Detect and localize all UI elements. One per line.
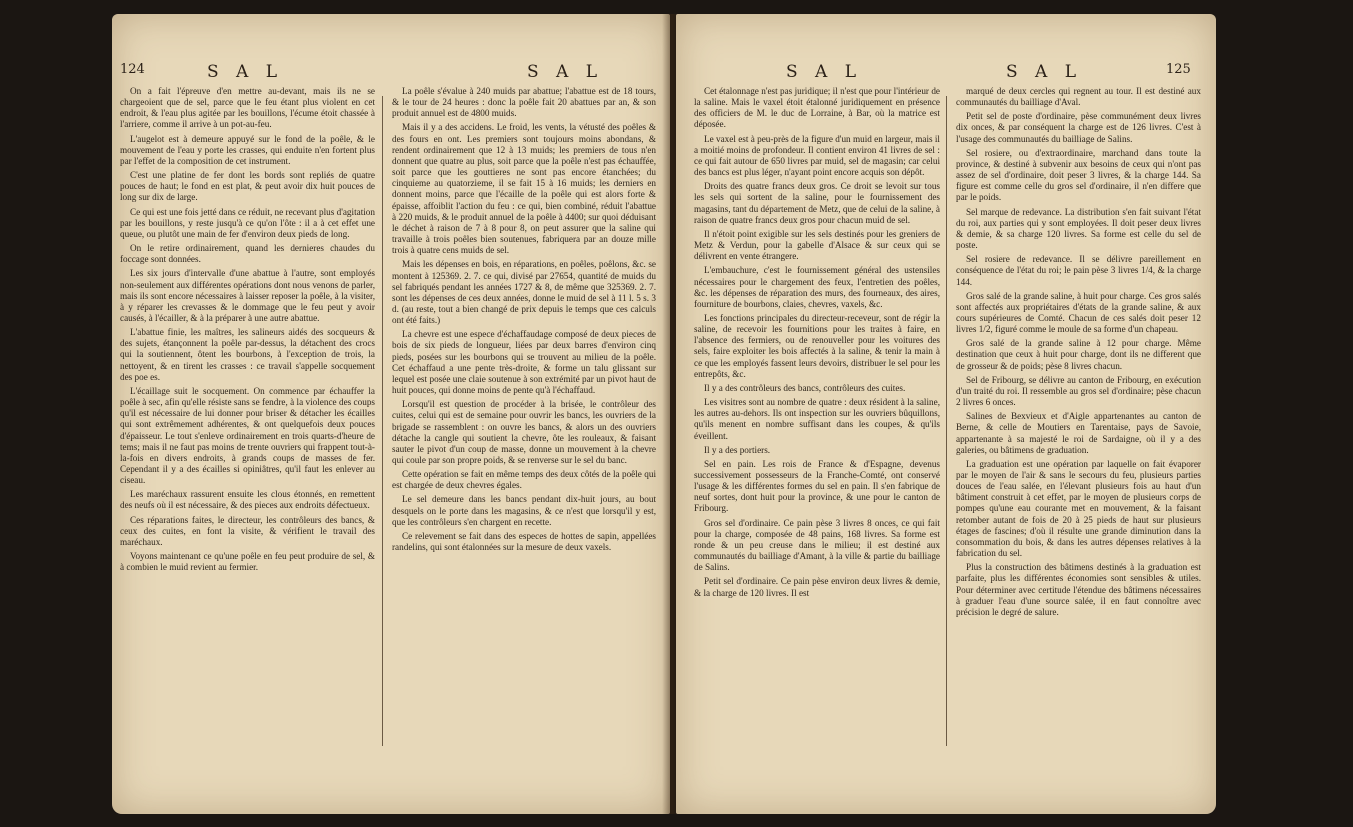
- running-head-right-col1: S A L: [786, 62, 863, 82]
- paragraph: L'abattue finie, les maîtres, les salineurs aidés des socqueurs & des sujets, étançonnent la poêle par-dessus, la détachent des crocs qui la soutiennent, ôtent les bourbons, à l'exception de trois, la nettoyent, & en tirent les crasses : ce travail s'appelle socquement des poe es.: [120, 327, 375, 382]
- left-column-1: [120, 86, 375, 576]
- paragraph: L'embauchure, c'est le fournissement général des ustensiles nécessaires pour le chargement des feux, l'entretien des poêles, &c. les dépenses de réparation des murs, des fourneaux, des aires, fourniture de bourbons, claies, chevres, vaxels, &c.: [694, 265, 940, 309]
- page-number-right: 125: [1166, 62, 1191, 77]
- column-rule: [946, 96, 947, 746]
- paragraph: La chevre est une espece d'échaffaudage composé de deux pieces de bois de six pieds de longueur, liées par deux barres d'environ cinq pieds, posées sur les bourbons qui se trouvent au milieu de la poêle. Cet échaffaud a une pente très-droite, & forme un talu glissant sur lequel est posée une claie soutenue à son extrémité par un pivot haut de huit pouces, qui donne moins de pente qu'à l'échaffaud.: [392, 329, 656, 396]
- paragraph: Le vaxel est à peu-près de la figure d'un muid en largeur, mais il a moitié moins de profondeur. Il contient environ 41 livres de sel : ce qui fait autour de 650 livres par muid, sel de magasin; car celui des bancs est plus léger, n'ayant point encore acquis son dépôt.: [694, 133, 940, 178]
- left-page: [112, 14, 670, 814]
- paragraph: On a fait l'épreuve d'en mettre au-devant, mais ils ne se chargeoient que de sel, parce que le feu étant plus violent en cet endroit, & l'eau plus agitée par les bouillons, l'écume étoit chassée à l'arriere, comme il arrive à un pot-au-feu.: [120, 86, 375, 130]
- paragraph: On le retire ordinairement, quand les dernieres chaudes du foccage sont données.: [120, 243, 375, 265]
- paragraph: Gros sel d'ordinaire. Ce pain pèse 3 livres 8 onces, ce qui fait pour la charge, composée de 48 pains, 168 livres. Sa forme est ronde & un peu creuse dans le milieu; il est destiné aux communautés du bailliage d'Amant, à la ville & partie du bailliage de Salins.: [694, 517, 940, 573]
- paragraph: C'est une platine de fer dont les bords sont repliés de quatre pouces de haut; le fond en est plat, & peut avoir dix huit pouces de long sur dix de large.: [120, 170, 375, 203]
- paragraph: Ce qui est une fois jetté dans ce réduit, ne recevant plus d'agitation par les bouillons, y reste jusqu'à ce qu'on l'ôte : il a à cet effet une queue, ou plutôt une main de fer d'environ deux pieds de long.: [120, 206, 375, 239]
- paragraph: Petit sel d'ordinaire. Ce pain pèse environ deux livres & demie, & la charge de 120 livres. Il est: [694, 576, 940, 598]
- running-head-right-col2: S A L: [1006, 62, 1083, 82]
- paragraph: Gros salé de la grande saline, à huit pour charge. Ces gros salés sont affectés aux propriétaires d'états de la grande saline, & aux cours supérieures de Comté. Chacun de ces salés doit peser 12 livres 1/2, figuré comme le moule de sa forme d'un chapeau.: [956, 290, 1201, 335]
- paragraph: Gros salé de la grande saline à 12 pour charge. Même destination que ceux à huit pour charge, dont ils ne different que de grosseur & de poids; pèse 8 livres chacun.: [956, 338, 1201, 371]
- right-column-2: [956, 86, 1201, 621]
- paragraph: La graduation est une opération par laquelle on fait évaporer par le moyen de l'air & sans le secours du feu, plusieurs parties douces de l'eau salée, en l'élevant plusieurs fois au haut d'un bâtiment construit à cet effet, par le moyen de plusieurs corps de pompes qu'une eau courante met en mouvement, & la faisant retomber autant de fois de 20 à 25 pieds de haut sur plusieurs étages de fascines; d'où il résulte une grande diminution dans la consommation du bois, & dans les autres dépenses relatives à la fabrication du sel.: [956, 458, 1201, 559]
- paragraph: Les six jours d'intervalle d'une abattue à l'autre, sont employés non-seulement aux différentes opérations dont nous venons de parler, mais ils sont encore nécessaires à laisser reposer la poêle, à la visiter, à y réparer les crevasses & le dommage que le feu peut y avoir causés, à l'écailler, & à la préparer à une autre abattue.: [120, 268, 375, 323]
- column-rule: [382, 96, 383, 746]
- running-head-left-col2: S A L: [527, 62, 604, 82]
- paragraph: Cette opération se fait en même temps des deux côtés de la poêle qui est chargée de deux chevres égales.: [392, 469, 656, 491]
- paragraph: Cet étalonnage n'est pas juridique; il n'est que pour l'intérieur de la saline. Mais le vaxel étoit étalonné juridiquement en présence des officiers de M. le duc de Lorraine, à Bar, où la matrice est déposée.: [694, 86, 940, 130]
- paragraph: Sel rosiere, ou d'extraordinaire, marchand dans toute la province, & destiné à subvenir aux besoins de ceux qui n'ont pas assez de sel d'ordinaire, doit peser 3 livres, & la charge 144. Sa figure est comme celle du gros sel d'ordinaire, il n'en differe que par le poids.: [956, 147, 1201, 203]
- paragraph: Le sel demeure dans les bancs pendant dix-huit jours, au bout desquels on le porte dans les magasins, & ce n'est que lorsqu'il y est, que les contrôleurs s'en chargent en recette.: [392, 494, 656, 527]
- paragraph: Plus la construction des bâtimens destinés à la graduation est parfaite, plus les différentes économies sont sensibles & utiles. Pour déterminer avec certitude l'étendue des bâtimens nécessaires à graduer l'eau d'une source salée, il en faut connoître avec précision le degré de salure.: [956, 562, 1201, 617]
- paragraph: Les maréchaux rassurent ensuite les clous étonnés, en remettent des neufs où il est nécessaire, & des pieces aux endroits défectueux.: [120, 489, 375, 511]
- right-column-1: [694, 86, 940, 602]
- left-column-2: [392, 86, 656, 556]
- running-head-left-col1: S A L: [207, 62, 284, 82]
- paragraph: Mais les dépenses en bois, en réparations, en poêles, poêlons, &c. se montent à 125369. 2. 7. ce qui, divisé par 27654, quantité de muids du sel fabriqués pendant les années 1727 & 8, de même que 325369. 2. 7. sont les dépenses de ces deux années, donne le muid de sel à 11 l. 5 s. 3 d. (au reste, tout a bien changé de prix depuis le temps que ces calculs ont été faits.): [392, 259, 656, 326]
- paragraph: L'augelot est à demeure appuyé sur le fond de la poêle, & le mouvement de l'eau y porte les crasses, qui enduite n'en fortent plus par l'effet de la composition de cet instrument.: [120, 133, 375, 166]
- paragraph: Petit sel de poste d'ordinaire, pèse communément deux livres dix onces, & par conséquent la charge est de 126 livres. C'est à l'usage des communautés du bailliage de Salins.: [956, 111, 1201, 144]
- paragraph: Voyons maintenant ce qu'une poêle en feu peut produire de sel, & à combien le muid revient au fermier.: [120, 551, 375, 573]
- paragraph: Mais il y a des accidens. Le froid, les vents, la vétusté des poêles & des fours en ont. Les premiers sont toujours moins abondans, & rendent ordinairement que 12 à 13 muids; les premiers de tous n'en donnent que quatre au plus, soit parce que la poêle n'est pas échauffée, soit parce que les gouttieres ne sont pas encore étanchées; du cinquieme au quatorzieme, il se fait 15 à 16 muids; les derniers en donnent moins, parce que l'écaille de la poêle qui est alors forte & épaisse, affoiblit l'action du feu : ce qui, bien combiné, réduit l'abattue à 220 muids, & le produit annuel de la poêle à 4400; sur quoi déduisant le déchet à raison de 7 à 8 pour 8, on peut assurer que la saline qui travaille à trois poêles bien soutenues, fabriquera par an douze mille trois à quatre cens muids de sel.: [392, 122, 656, 256]
- paragraph: Les fonctions principales du directeur-receveur, sont de régir la saline, de recevoir les fournitions pour les traites à faire, en l'absence des fermiers, ou de renouveller pour les voitures des sels, faire exploiter les bois affectés à la saline, & tenir la main à ce que les employés fassent leurs devoirs, distribuer le sel pour les entrepôts, &c.: [694, 312, 940, 379]
- paragraph: Sel marque de redevance. La distribution s'en fait suivant l'état du roi, aux parties qui y sont employées. Il doit peser deux livres & demie, & sa charge 120 livres. Sa forme est celle du sel de poste.: [956, 206, 1201, 251]
- paragraph: Droits des quatre francs deux gros. Ce droit se levoit sur tous les sels qui sortent de la saline, pour le fournissement des magasins, tant du département de Metz, que de celui de la saline, à raison de quatre francs deux gros pour chacun muid de sel.: [694, 181, 940, 225]
- paragraph: Il n'étoit point exigible sur les sels destinés pour les greniers de Metz & Verdun, pour la gabelle d'Alsace & sur ceux qui se délivrent en vente étrangere.: [694, 228, 940, 262]
- paragraph: Il y a des contrôleurs des bancs, contrôleurs des cuites.: [704, 382, 906, 393]
- paragraph: Sel en pain. Les rois de France & d'Espagne, devenus successivement possesseurs de la Franche-Comté, ont conservé l'usage & les différentes formes du sel en pain. Il s'en fabrique de neuf sortes, dont huit pour la province, & une pour le canton de Fribourg.: [694, 458, 940, 514]
- paragraph: Il y a des portiers.: [704, 444, 771, 455]
- paragraph: Les visitres sont au nombre de quatre : deux résident à la saline, les autres au-dehors. Ils ont inspection sur les ouvriers bûquillons, qu'ils menent en nombre suffisant dans les coupes, & qu'ils éveillent.: [694, 397, 940, 441]
- paragraph: Ces réparations faites, le directeur, les contrôleurs des bancs, & ceux des cuites, en font la visite, & vérifient le travail des maréchaux.: [120, 514, 375, 547]
- paragraph: Salines de Bexvieux et d'Aigle appartenantes au canton de Berne, & celle de Moutiers en Tarentaise, pays de Savoie, appartenante à sa majesté le roi de Sardaigne, où il y a des galeries, ou bâtimens de graduation.: [956, 411, 1201, 455]
- paragraph: L'écaillage suit le socquement. On commence par échauffer la poêle à sec, afin qu'elle résiste sans se fendre, à la violence des coups qu'il est nécessaire de lui donner pour briser & détacher les écailles qui sont extrêmement adhérentes, & ont quelquefois deux pouces d'épaisseur. Le tout s'enleve ordinairement en trois quarts-d'heure de tems; mais il ne faut pas moins de trente ouvriers qui frappent tout-à-la-fois en divers endroits, à grands coups de masses de fer. Cependant il y a des écailles si opiniâtres, qu'il faut les enlever au ciseau.: [120, 385, 375, 486]
- page-number-left: 124: [120, 62, 145, 77]
- paragraph: marqué de deux cercles qui regnent au tour. Il est destiné aux communautés du bailliage d'Aval.: [956, 86, 1201, 108]
- paragraph: Sel rosiere de redevance. Il se délivre pareillement en conséquence de l'état du roi; le pain pèse 3 livres 1/4, & la charge 144.: [956, 254, 1201, 287]
- paragraph: Sel de Fribourg, se délivre au canton de Fribourg, en exécution d'un traité du roi. Il ressemble au gros sel d'ordinaire; pèse chacun 2 livres 6 onces.: [956, 374, 1201, 408]
- paragraph: Ce relevement se fait dans des especes de hottes de sapin, appellées randelins, qui sont étalonnées sur la mesure de deux vaxels.: [392, 530, 656, 553]
- paragraph: Lorsqu'il est question de procéder à la brisée, le contrôleur des cuites, celui qui est de semaine pour ouvrir les bancs, les ouvriers de la brigade se rassemblent : on ouvre les bancs, & alors un des ouvriers détache la cangle qui soutient la chevre, ôte les rouleaux, & faisant sauter le pivot d'un coup de masse, donne un mouvement à la chevre qui coule par son propre poids, & se renverse sur le sel du banc.: [392, 399, 656, 465]
- paragraph: La poêle s'évalue à 240 muids par abattue; l'abattue est de 18 tours, & le tour de 24 heures : donc la poêle fait 20 abattues par an, & son produit annuel est de 4800 muids.: [392, 86, 656, 119]
- right-page: [676, 14, 1216, 814]
